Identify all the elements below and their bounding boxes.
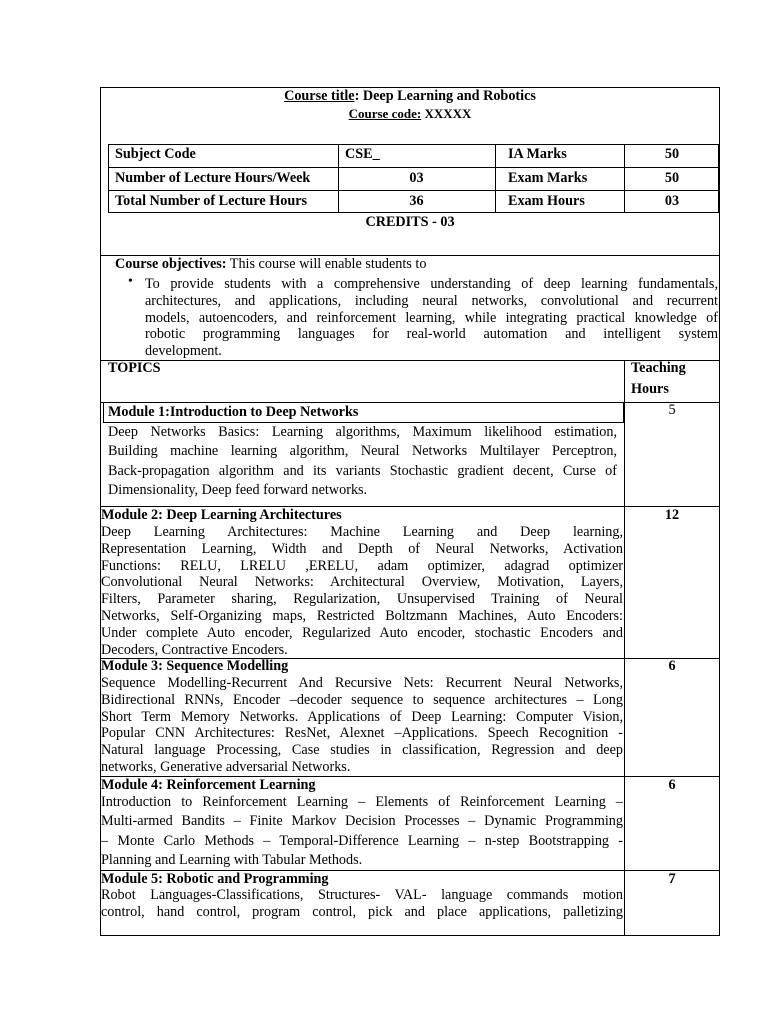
divider <box>495 144 496 213</box>
module-4-hours: 6 <box>668 777 676 793</box>
credits: CREDITS - 03 <box>365 214 455 230</box>
course-title: Course title: Deep Learning and Robotics <box>284 88 536 104</box>
exam-hours-label: Exam Hours <box>508 193 585 209</box>
module-1-title: Module 1:Introduction to Deep Networks <box>108 404 359 420</box>
teaching-hours-heading-1: Teaching <box>631 360 686 376</box>
subject-code-label: Subject Code <box>115 146 196 162</box>
teaching-hours-heading-2: Hours <box>631 381 669 397</box>
module-5-title: Module 5: Robotic and Programming <box>101 871 329 887</box>
bullet-icon: • <box>128 274 133 289</box>
objective-bullet-text: To provide students with a comprehensive understanding of deep learning fundamentals, architectures, and applications, including neural networks, convolutional and recurrent models, autoencoders, and reinforcement learning, while integrating practical knowledge of robotic programming languages for real-world automation and intelligent system development. <box>145 276 718 360</box>
module-4-content: Introduction to Reinforcement Learning – Elements of Reinforcement Learning – Multi-armed Bandits – Finite Markov Decision Processes – Dynamic Programming – Monte Carlo Methods – Temporal-Difference Learning – n-step Bootstrapping - Planning and Learning with Tabular Methods. <box>101 794 623 868</box>
exam-marks-value: 50 <box>664 170 680 186</box>
total-lecture-hours-label: Total Number of Lecture Hours <box>115 193 308 209</box>
course-objectives: Course objectives: This course will enable students to <box>115 256 427 272</box>
module-5-content: Robot Languages-Classifications, Structures- VAL- language commands motion control, hand control, program control, pick and place applications, palletizing <box>101 887 623 920</box>
hours-column-divider <box>624 360 625 936</box>
ia-marks-value: 50 <box>664 146 680 162</box>
exam-marks-label: Exam Marks <box>508 170 588 186</box>
ia-marks-label: IA Marks <box>508 146 567 162</box>
total-lecture-hours-value: 36 <box>409 193 424 209</box>
module-5-hours: 7 <box>668 871 676 887</box>
subject-code-value: CSE_ <box>345 146 380 162</box>
lecture-hours-week-label: Number of Lecture Hours/Week <box>115 170 311 186</box>
module-2-title: Module 2: Deep Learning Architectures <box>101 507 342 523</box>
lecture-hours-week-value: 03 <box>409 170 424 186</box>
topics-heading: TOPICS <box>108 360 161 376</box>
module-2-hours: 12 <box>664 507 680 523</box>
module-3-content: Sequence Modelling-Recurrent And Recursive Nets: Recurrent Neural Networks, Bidirectional RNNs, Encoder –decoder sequence to sequence architectures – Long Short Term Memory Networks. Applications of Deep Learning: Computer Vision, Popular CNN Architectures: ResNet, Alexnet –Applications. Speech Recognition - Natural language Processing, Case studies in classification, Regression and deep networks, Generative adversarial Networks. <box>101 675 623 775</box>
module-1-hours: 5 <box>668 402 676 418</box>
module-3-hours: 6 <box>668 658 676 674</box>
divider <box>100 360 720 361</box>
module-4-title: Module 4: Reinforcement Learning <box>101 777 316 793</box>
divider <box>108 167 719 168</box>
module-3-title: Module 3: Sequence Modelling <box>101 658 289 674</box>
module-1-content: Deep Networks Basics: Learning algorithms, Maximum likelihood estimation, Building machine learning algorithm, Neural Networks Multilayer Perceptron, Back-propagation algorithm and its variants Stochastic gradient decent, Curse of Dimensionality, Deep feed forward networks. <box>108 424 617 498</box>
divider <box>108 190 719 191</box>
exam-hours-value: 03 <box>664 193 680 209</box>
module-2-content: Deep Learning Architectures: Machine Learning and Deep learning, Representation Learning, Width and Depth of Neural Networks, Activation Functions: RELU, LRELU ,ERELU, adam optimizer, adagrad optimizer Convolutional Neural Networks: Architectural Overview, Motivation, Layers, Filters, Parameter sharing, Regularization, Unsupervised Training of Neural Networks, Self-Organizing maps, Restricted Boltzmann Machines, Auto Encoders: Under complete Auto encoder, Regularized Auto encoder, stochastic Encoders and Decoders, Contractive Encoders. <box>101 524 623 658</box>
course-code: Course code: XXXXX <box>348 106 472 121</box>
